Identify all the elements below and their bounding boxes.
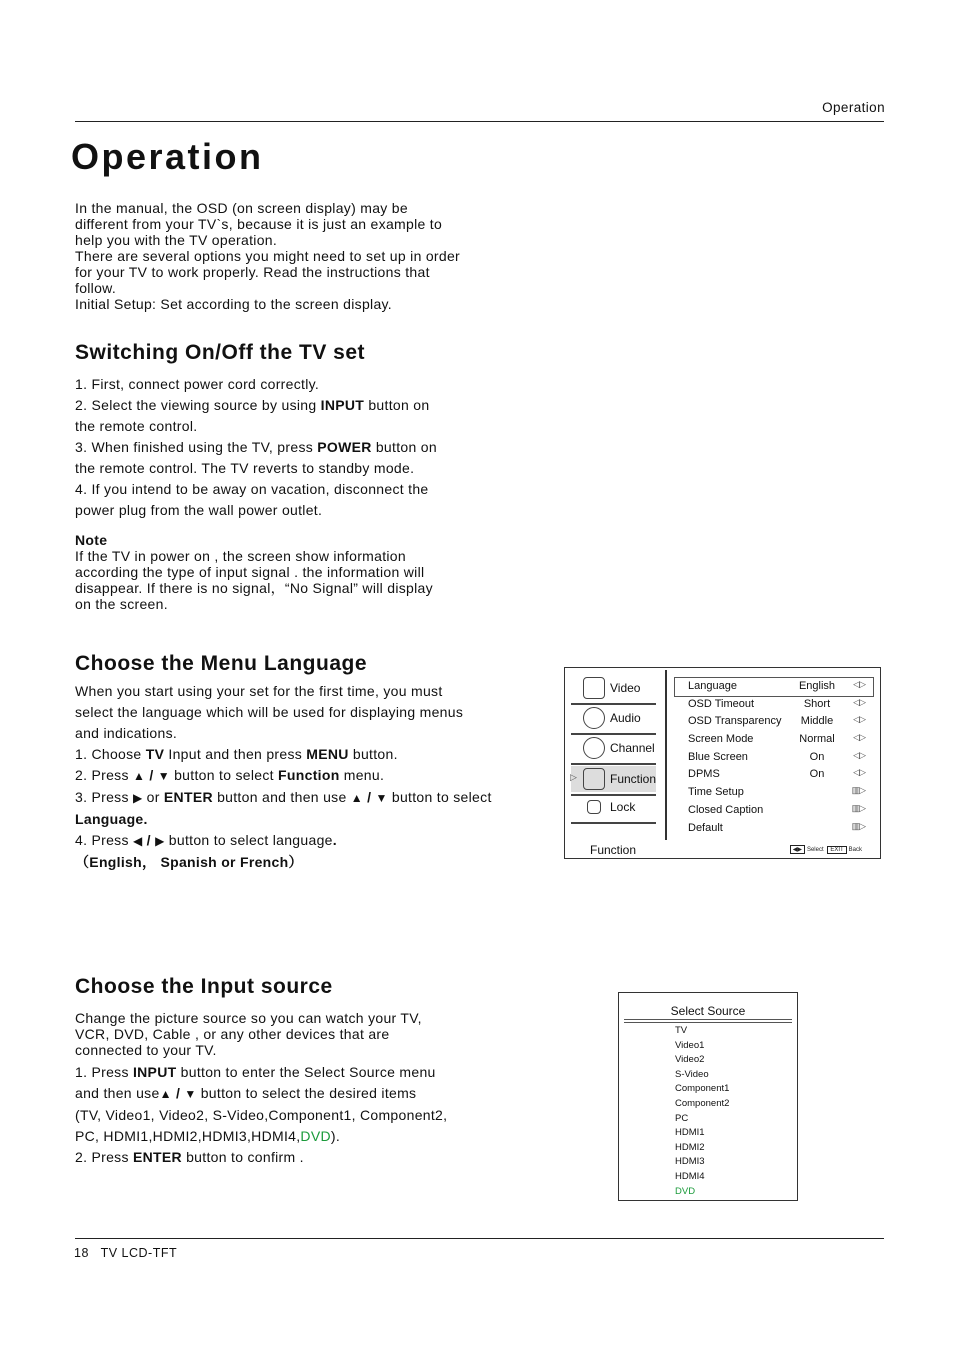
- osd-row-default[interactable]: Default ▥▷: [688, 820, 865, 834]
- page-title: Operation: [71, 136, 264, 177]
- source-item[interactable]: Component1: [675, 1083, 730, 1095]
- step: 3. Press ▶ or ENTER button and then use ▲ / ▼ button to select: [75, 789, 492, 805]
- osd-hint: ◀▶ Select EXIT Back: [788, 845, 862, 854]
- source-item[interactable]: HDMI4: [675, 1170, 705, 1182]
- up-arrow-icon: ▲: [159, 1087, 172, 1101]
- source-item[interactable]: HDMI1: [675, 1127, 705, 1139]
- language-heading: Choose the Menu Language: [75, 652, 368, 675]
- paragraph-line: and indications.: [75, 725, 178, 741]
- header-rule: [75, 121, 884, 122]
- osd-footer-label: Function: [590, 843, 637, 857]
- channel-icon: [583, 737, 605, 759]
- source-item[interactable]: Video1: [675, 1039, 705, 1051]
- source-item[interactable]: HDMI2: [675, 1141, 705, 1153]
- paragraph-line: When you start using your set for the first time, you must: [75, 683, 443, 699]
- source-item[interactable]: TV: [675, 1025, 688, 1036]
- osd-row-dpms[interactable]: DPMS On ◁▷: [688, 767, 865, 781]
- source-item[interactable]: PC: [675, 1112, 689, 1124]
- intro-line: Initial Setup: Set according to the screen display.: [75, 296, 392, 312]
- left-right-arrows-icon: ◁▷: [853, 749, 865, 760]
- osd-row-osd-transparency[interactable]: OSD Transparency Middle ◁▷: [688, 714, 865, 728]
- intro-line: for your TV to work properly. Read the instructions that: [75, 264, 430, 280]
- input-source-heading: Choose the Input source: [75, 975, 333, 998]
- osd-row-time-setup[interactable]: Time Setup ▥▷: [688, 785, 865, 799]
- video-icon: [583, 677, 605, 699]
- enter-arrow-icon: ▥▷: [851, 802, 865, 813]
- step: 1. Choose TV Input and then press MENU button.: [75, 746, 398, 762]
- enter-arrow-icon: ▥▷: [851, 785, 865, 796]
- left-right-arrows-icon: ◁▷: [853, 732, 865, 743]
- osd-function-menu: [564, 667, 881, 859]
- left-arrow-icon: ◀: [132, 834, 143, 848]
- language-steps: [75, 681, 492, 873]
- step: 1. Press INPUT button to enter the Select Source menu: [75, 1064, 436, 1080]
- osd-row-screen-mode[interactable]: Screen Mode Normal ◁▷: [688, 732, 865, 746]
- note-line: according the type of input signal . the information will: [75, 564, 425, 580]
- select-source-menu: [618, 992, 798, 1201]
- osd-nav-lock[interactable]: Lock: [571, 794, 656, 820]
- up-arrow-icon: ▲: [132, 769, 146, 783]
- footer-rule: [75, 1238, 884, 1239]
- note-line: on the screen.: [75, 596, 168, 612]
- step: 2. Press ▲ / ▼ button to select Function menu.: [75, 767, 385, 783]
- step: and then use▲ / ▼ button to select the desired items: [75, 1085, 417, 1101]
- running-header: Operation: [822, 100, 885, 115]
- left-right-arrows-icon: ◁▷: [853, 696, 865, 707]
- step: 3. When finished using the TV, press POWER button on: [75, 439, 437, 455]
- intro-line: help you with the TV operation.: [75, 232, 278, 248]
- right-arrow-icon: ▶: [132, 791, 143, 805]
- step: the remote control. The TV reverts to standby mode.: [75, 460, 415, 476]
- note-line: If the TV in power on , the screen show information: [75, 548, 406, 564]
- step: 1. First, connect power cord correctly.: [75, 376, 320, 392]
- switching-heading: Switching On/Off the TV set: [75, 341, 366, 364]
- source-item[interactable]: Video2: [675, 1054, 705, 1066]
- osd-nav-function[interactable]: ▷ Function: [571, 766, 656, 792]
- note-block: [75, 532, 495, 612]
- enter-arrow-icon: ▥▷: [851, 820, 865, 831]
- left-right-arrows-icon: ◁▷: [853, 767, 865, 778]
- osd-row-language[interactable]: Language English ◁▷: [675, 678, 873, 696]
- osd-row-osd-timeout[interactable]: OSD Timeout Short ◁▷: [688, 696, 865, 710]
- audio-icon: [583, 707, 605, 729]
- input-source-steps: [75, 1062, 447, 1168]
- source-item[interactable]: HDMI3: [675, 1156, 705, 1168]
- up-arrow-icon: ▲: [350, 791, 363, 805]
- lock-icon: [587, 800, 601, 814]
- step: power plug from the wall power outlet.: [75, 502, 323, 518]
- down-arrow-icon: ▼: [184, 1087, 197, 1101]
- step: 2. Select the viewing source by using INPUT button on: [75, 397, 430, 413]
- source-item[interactable]: S-Video: [675, 1068, 709, 1080]
- paragraph-line: select the language which will be used for displaying menus: [75, 704, 464, 720]
- source-item-selected[interactable]: DVD: [675, 1185, 696, 1197]
- input-source-paragraph: Change the picture source so you can watch your TV, VCR, DVD, Cable , or any other devices that are connected to your TV.: [75, 1010, 422, 1058]
- note-line: disappear. If there is no signal，“No Signal” will display: [75, 580, 433, 596]
- page-footer: [74, 1246, 177, 1260]
- switching-steps: [75, 374, 437, 521]
- left-right-arrows-icon: ◁▷: [853, 679, 865, 689]
- intro-line: different from your TV`s, because it is just an example to: [75, 216, 443, 232]
- left-right-arrows-icon: ◁▷: [853, 714, 865, 725]
- right-arrow-icon: ▶: [155, 834, 165, 848]
- step: 4. If you intend to be away on vacation, disconnect the: [75, 481, 429, 497]
- page-number: 18: [74, 1246, 89, 1260]
- source-item[interactable]: Component2: [675, 1097, 730, 1109]
- osd-nav: [565, 668, 665, 840]
- step: (TV, Video1, Video2, S-Video,Component1, Component2,: [75, 1107, 448, 1123]
- osd-nav-video[interactable]: Video: [571, 675, 656, 701]
- function-icon: [583, 768, 605, 790]
- select-source-title: Select Source: [670, 1004, 746, 1018]
- step: PC, HDMI1,HDMI2,HDMI3,HDMI4,DVD).: [75, 1128, 341, 1144]
- down-arrow-icon: ▼: [157, 769, 170, 783]
- note-heading: Note: [75, 532, 108, 548]
- step: 4. Press ◀ / ▶ button to select language.: [75, 832, 337, 848]
- selected-arrow-icon: ▷: [570, 772, 577, 782]
- intro-paragraph: [75, 200, 505, 312]
- intro-line: follow.: [75, 280, 117, 296]
- down-arrow-icon: ▼: [375, 791, 388, 805]
- step: the remote control.: [75, 418, 198, 434]
- step: Language.: [75, 811, 148, 827]
- osd-row-closed-caption[interactable]: Closed Caption ▥▷: [688, 802, 865, 816]
- osd-row-blue-screen[interactable]: Blue Screen On ◁▷: [688, 749, 865, 763]
- nav-keys-icon: ◀▶: [790, 845, 805, 854]
- osd-options: [675, 678, 873, 837]
- source-list: [675, 1024, 729, 1199]
- osd-nav-audio[interactable]: Audio: [571, 705, 656, 731]
- intro-line: In the manual, the OSD (on screen display) may be: [75, 200, 408, 216]
- model-name: TV LCD-TFT: [100, 1246, 178, 1260]
- osd-nav-channel[interactable]: Channel: [571, 735, 656, 761]
- step: 2. Press ENTER button to confirm .: [75, 1149, 304, 1165]
- step: （English， Spanish or French）: [75, 854, 303, 870]
- intro-line: There are several options you might need to set up in order: [75, 248, 461, 264]
